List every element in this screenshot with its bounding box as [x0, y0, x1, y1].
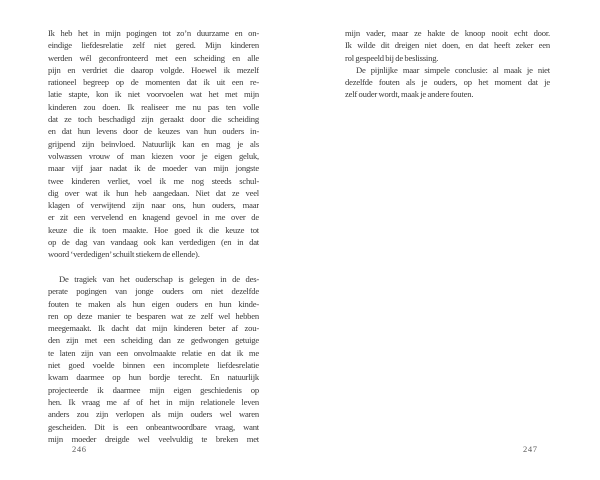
- text-line: rol gespeeld bij de beslissing.: [345, 52, 439, 63]
- text-line: gescheiden. Dit is een onbeantwoordbare vraag, want: [48, 421, 259, 432]
- text-line: fouten te maken als hun eigen ouders en hun kinde-: [48, 298, 259, 309]
- left-page-text: [48, 27, 259, 445]
- text-line: dezelfde fouten als je ouders, op het moment dat je: [345, 77, 550, 88]
- text-line: ren op deze manier te besparen wat ze zelf wel hebben: [48, 310, 259, 321]
- text-line: latie stapte, kon ik niet voorvoelen wat het met mijn: [48, 89, 259, 100]
- text-line: pijn en verdriet die daarop volgde. Hoewel ik mezelf: [48, 64, 259, 75]
- text-line: te laten zijn van een onvolmaakte relatie en dat ik me: [48, 347, 259, 358]
- right-page-number: 247: [523, 444, 538, 454]
- text-line: mijn vader, maar ze hakte de knoop nooit echt door.: [345, 28, 550, 38]
- text-line: Ik heb het in mijn pogingen tot zo’n duurzame en on-: [48, 28, 259, 38]
- text-line: [48, 261, 259, 273]
- text-line: dat ze toch beschadigd zijn geraakt door die scheiding: [48, 114, 259, 125]
- text-line: dig over wat ik hun heb aangedaan. Niet dat ze veel: [48, 187, 259, 198]
- text-line: meegemaakt. Ik dacht dat mijn kinderen beter af zou-: [48, 323, 259, 334]
- text-line: mijn moeder dreigde wel veelvuldig te breken met: [48, 433, 259, 444]
- text-line: kwam daarmee op hun bordje terecht. En natuurlijk: [48, 372, 259, 383]
- text-line: twee kinderen verliet, voel ik me nog steeds schul-: [48, 175, 259, 186]
- text-line: anders zou zijn verlopen als mijn ouders wel waren: [48, 409, 259, 420]
- text-line: perate pogingen van jonge ouders om niet dezelfde: [48, 286, 259, 297]
- text-line: op de dag van vandaag ook kan verdedigen (en in dat: [48, 237, 259, 248]
- text-line: keuze die ik toen maakte. Hoe goed ik die keuze tot: [48, 224, 259, 235]
- text-line: werden wél geconfronteerd met een scheiding en alle: [48, 52, 259, 63]
- text-line: volwassen vrouw of man kiezen voor je eigen geluk,: [48, 150, 259, 161]
- text-line: rationeel begreep op de momenten dat ik uit een re-: [48, 77, 259, 88]
- text-line: projecteerde ik daarmee mijn eigen geschiedenis op: [48, 384, 259, 395]
- text-line: den zijn met een scheiding dan ze gedwongen getuige: [48, 335, 259, 346]
- left-page-number: 246: [72, 444, 87, 454]
- text-line: hen. Ik vraag me af of het in mijn relationele leven: [48, 396, 259, 407]
- text-line: en dat hun levens door de keuzes van hun ouders in-: [48, 126, 259, 137]
- text-line: niet goed voelde binnen een incomplete liefdesrelatie: [48, 360, 259, 371]
- text-line: De tragiek van het ouderschap is gelegen in de des-: [59, 273, 259, 284]
- right-page-text: [345, 27, 550, 101]
- text-line: klagen of verwijtend zijn naar ons, hun ouders, maar: [48, 200, 259, 211]
- text-line: eindige liefdesrelatie zelf niet gered. Mijn kinderen: [48, 40, 259, 51]
- text-line: maar vijf jaar nadat ik de moeder van mijn jongste: [48, 163, 259, 174]
- text-line: De pijnlijke maar simpele conclusie: al maak je niet: [356, 64, 550, 75]
- text-line: grijpend zijn beïnvloed. Natuurlijk kan en mag je als: [48, 138, 259, 149]
- text-line: zelf ouder wordt, maak je andere fouten.: [345, 89, 474, 100]
- text-line: woord ‘verdedigen’ schuilt stiekem de ellende).: [48, 249, 200, 260]
- text-line: Ik wilde dit dreigen niet doen, en dat heeft zeker een: [345, 40, 550, 51]
- text-line: er zit een vervelend en knagend gevoel in me over de: [48, 212, 259, 223]
- text-line: kinderen zou doen. Ik realiseer me nu pas ten volle: [48, 101, 259, 112]
